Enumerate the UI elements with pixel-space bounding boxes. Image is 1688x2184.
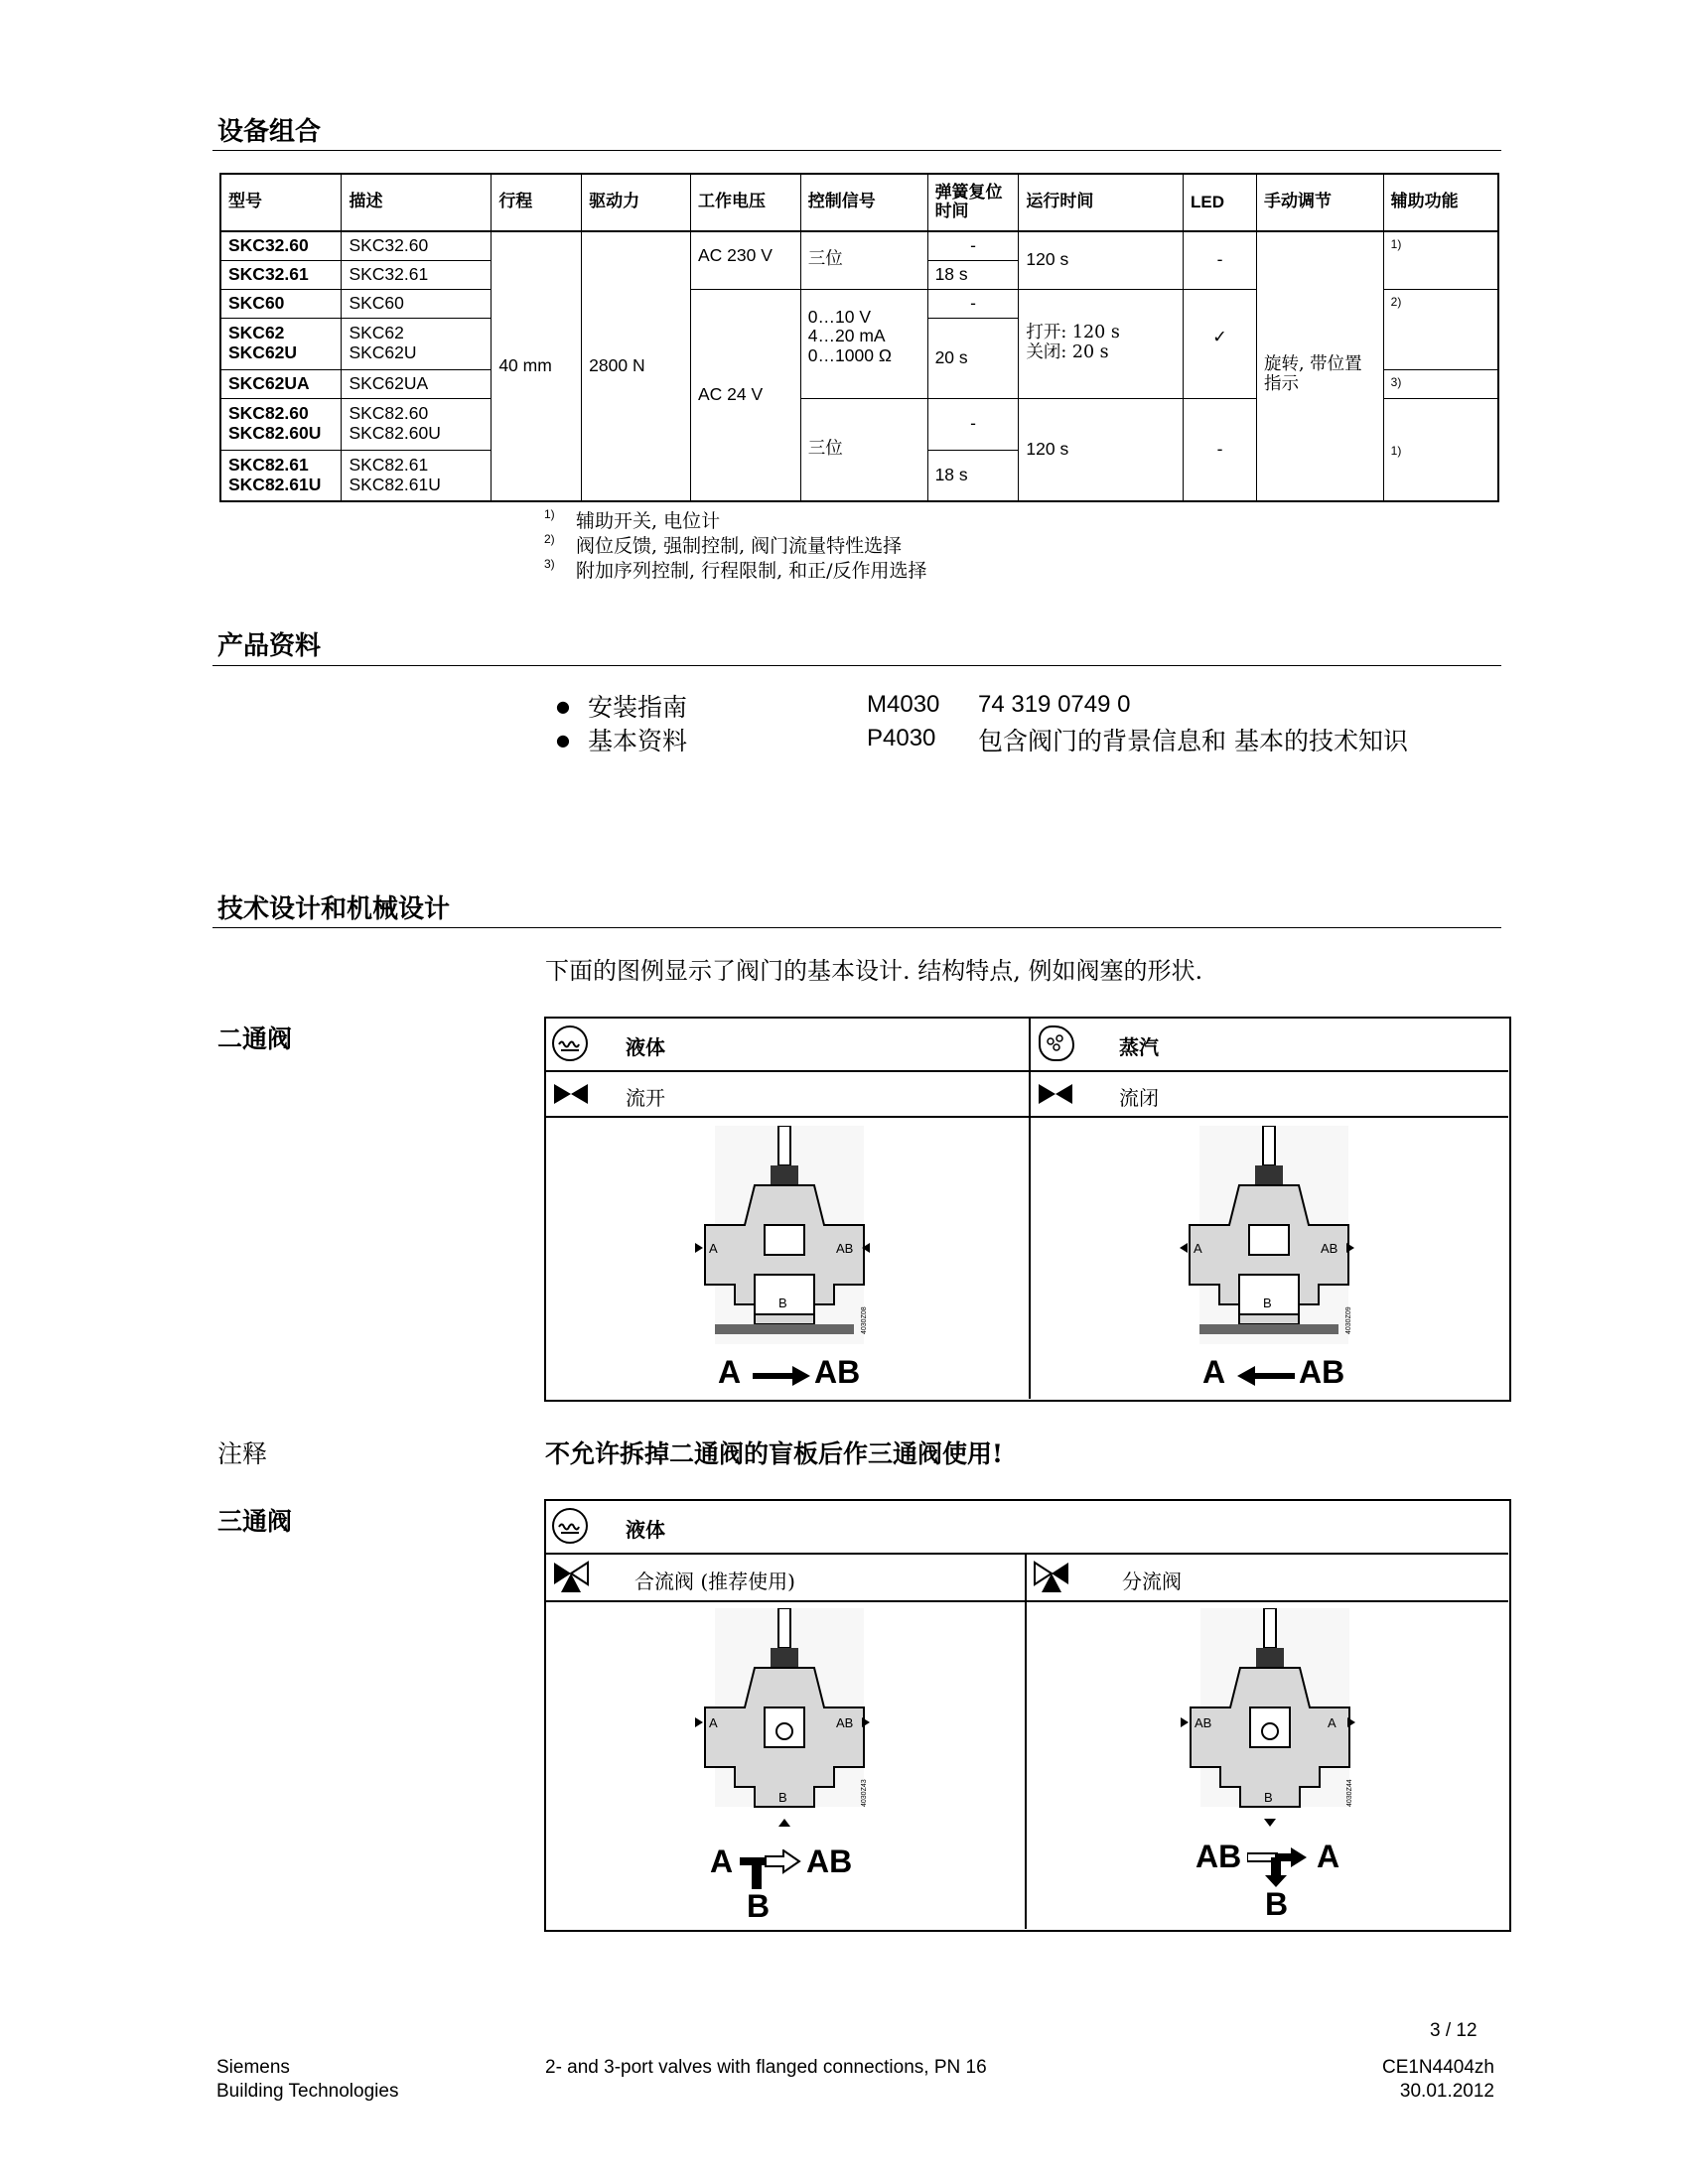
flow-cell bbox=[1027, 1555, 1508, 1602]
flow-text: B bbox=[747, 1888, 771, 1924]
aux-cell: 2) bbox=[1383, 289, 1498, 369]
model-cell: SKC32.61 bbox=[220, 260, 342, 289]
runtime-cell: 120 s bbox=[1019, 231, 1184, 289]
liquid-icon bbox=[552, 1025, 588, 1061]
section-rule bbox=[212, 927, 1501, 928]
col-header: 行程 bbox=[492, 174, 582, 231]
spring-cell: - bbox=[927, 289, 1019, 318]
col-header: 描述 bbox=[342, 174, 492, 231]
footnote bbox=[546, 509, 720, 534]
drawing-code: 4030Z08 bbox=[861, 1306, 868, 1334]
valve-symbol-icon bbox=[1037, 1082, 1074, 1106]
port-ab-label: AB bbox=[1195, 1715, 1212, 1730]
flow-label: 合流阀 (推荐使用) bbox=[634, 1570, 795, 1593]
section-title-design: 技术设计和机械设计 bbox=[217, 894, 451, 924]
valve-cross-section-icon bbox=[1181, 1608, 1359, 1837]
medium-cell bbox=[546, 1019, 1031, 1072]
aux-cell: 3) bbox=[1383, 369, 1498, 398]
flow-text: AB bbox=[1299, 1354, 1345, 1390]
flow-text: A bbox=[718, 1354, 742, 1390]
voltage-cell: AC 230 V bbox=[691, 231, 801, 289]
doc-list-item bbox=[556, 688, 687, 724]
doc-title: 基本资料 bbox=[587, 727, 687, 755]
desc-cell: SKC62 SKC62U bbox=[342, 318, 492, 369]
doc-title: 安装指南 bbox=[587, 693, 687, 722]
spring-cell: 18 s bbox=[927, 450, 1019, 501]
doc-code: M4030 bbox=[867, 691, 940, 718]
liquid-icon bbox=[552, 1508, 588, 1544]
medium-cell bbox=[1031, 1019, 1508, 1072]
three-way-valve-icon bbox=[552, 1561, 590, 1594]
spring-cell: - bbox=[927, 398, 1019, 450]
note-label: 注释 bbox=[217, 1439, 268, 1468]
section-title-combo: 设备组合 bbox=[217, 117, 322, 147]
port-a-label: A bbox=[1328, 1715, 1336, 1730]
section-rule bbox=[212, 665, 1501, 666]
flow-text: A bbox=[710, 1843, 734, 1879]
footer-company-line: Building Technologies bbox=[216, 2081, 399, 2102]
desc-cell: SKC62UA bbox=[342, 369, 492, 398]
signal-cell: 0…10 V 4…20 mA 0…1000 Ω bbox=[800, 289, 927, 398]
medium-cell bbox=[546, 1501, 1508, 1555]
doc-list-item bbox=[556, 722, 687, 757]
section-title-docs: 产品资料 bbox=[217, 631, 322, 661]
doc-desc: 包含阀门的背景信息和 基本的技术知识 bbox=[978, 727, 1408, 755]
signal-cell: 三位 bbox=[800, 231, 927, 289]
col-header: LED bbox=[1184, 174, 1257, 231]
arrow-right-icon bbox=[753, 1366, 810, 1386]
desc-cell: SKC82.60 SKC82.60U bbox=[342, 398, 492, 450]
aux-cell: 1) bbox=[1383, 398, 1498, 501]
led-cell: ✓ bbox=[1184, 289, 1257, 398]
desc-cell: SKC60 bbox=[342, 289, 492, 318]
two-port-label: 二通阀 bbox=[217, 1024, 293, 1053]
medium-label: 蒸汽 bbox=[1119, 1035, 1159, 1059]
footer-date: 30.01.2012 bbox=[1399, 2081, 1494, 2102]
note-text: 不允许拆掉二通阀的盲板后作三通阀使用! bbox=[545, 1439, 1003, 1468]
col-header: 弹簧复位时间 bbox=[927, 174, 1019, 231]
runtime-cell: 120 s bbox=[1019, 398, 1184, 501]
footnote bbox=[546, 534, 902, 559]
drawing-code: 4030Z44 bbox=[1346, 1779, 1353, 1807]
flow-text: A bbox=[1202, 1354, 1226, 1390]
doc-desc: 74 319 0749 0 bbox=[978, 691, 1131, 718]
flow-cell bbox=[1031, 1072, 1508, 1118]
col-header: 运行时间 bbox=[1019, 174, 1184, 231]
flow-text: A bbox=[1317, 1839, 1340, 1874]
merge-arrow-icon bbox=[740, 1849, 801, 1889]
flow-cell bbox=[546, 1555, 1027, 1602]
flow-cell bbox=[546, 1072, 1031, 1118]
col-header: 控制信号 bbox=[800, 174, 927, 231]
footnote bbox=[546, 559, 927, 584]
table-row bbox=[220, 231, 1498, 260]
port-a-label: A bbox=[709, 1715, 718, 1730]
medium-label: 液体 bbox=[626, 1035, 665, 1059]
flow-label: 分流阀 bbox=[1122, 1570, 1182, 1593]
desc-cell: SKC32.61 bbox=[342, 260, 492, 289]
valve-drawing-cell bbox=[1031, 1118, 1508, 1399]
three-port-label: 三通阀 bbox=[217, 1507, 293, 1536]
desc-cell: SKC32.60 bbox=[342, 231, 492, 260]
force-cell: 2800 N bbox=[582, 231, 691, 501]
valve-cross-section-icon bbox=[1180, 1126, 1358, 1354]
doc-code: P4030 bbox=[867, 725, 936, 751]
port-ab-label: AB bbox=[836, 1715, 854, 1730]
footer-doc-id: CE1N4404zh bbox=[1381, 2057, 1494, 2078]
port-b-label: B bbox=[778, 1790, 787, 1805]
three-way-valve-icon bbox=[1033, 1561, 1070, 1594]
flow-label: 流开 bbox=[626, 1086, 665, 1110]
footer-company bbox=[216, 2056, 398, 2104]
led-cell: - bbox=[1184, 398, 1257, 501]
port-b-label: B bbox=[1263, 1296, 1272, 1310]
divide-arrow-icon bbox=[1247, 1847, 1309, 1887]
drawing-code: 4030Z43 bbox=[861, 1779, 868, 1807]
footnote-number: 2) bbox=[544, 532, 555, 546]
flow-text: AB bbox=[806, 1843, 853, 1879]
two-port-diagram bbox=[544, 1017, 1511, 1402]
valve-cross-section-icon bbox=[695, 1126, 874, 1354]
valve-drawing-cell bbox=[546, 1118, 1031, 1399]
stroke-cell: 40 mm bbox=[492, 231, 582, 501]
footer-doc-title: 2- and 3-port valves with flanged connections, PN 16 bbox=[545, 2057, 987, 2078]
footer-company-line: Siemens bbox=[216, 2057, 290, 2078]
footnote-text: 阀位反馈, 强制控制, 阀门流量特性选择 bbox=[576, 535, 903, 557]
model-cell: SKC60 bbox=[220, 289, 342, 318]
design-intro: 下面的图例显示了阀门的基本设计. 结构特点, 例如阀塞的形状. bbox=[545, 957, 1203, 985]
spring-cell: - bbox=[927, 231, 1019, 260]
valve-drawing-cell bbox=[1027, 1602, 1508, 1929]
bullet-icon: ● bbox=[556, 696, 570, 716]
footnote-text: 辅助开关, 电位计 bbox=[576, 510, 721, 532]
flow-text: B bbox=[1265, 1886, 1289, 1922]
valve-drawing-cell bbox=[546, 1602, 1027, 1929]
three-port-diagram bbox=[544, 1499, 1511, 1932]
col-header: 辅助功能 bbox=[1383, 174, 1498, 231]
flow-text: AB bbox=[1196, 1839, 1242, 1874]
port-b-label: B bbox=[1264, 1790, 1273, 1805]
model-cell: SKC32.60 bbox=[220, 231, 342, 260]
port-a-label: A bbox=[709, 1241, 718, 1256]
col-header: 驱动力 bbox=[582, 174, 691, 231]
port-b-label: B bbox=[778, 1296, 787, 1310]
flow-text: AB bbox=[814, 1354, 861, 1390]
model-cell: SKC62UA bbox=[220, 369, 342, 398]
voltage-cell: AC 24 V bbox=[691, 289, 801, 501]
page-number: 3 / 12 bbox=[1430, 2020, 1477, 2041]
spring-cell: 20 s bbox=[927, 318, 1019, 398]
model-cell: SKC82.60 SKC82.60U bbox=[220, 398, 342, 450]
model-cell: SKC82.61 SKC82.61U bbox=[220, 450, 342, 501]
medium-label: 液体 bbox=[626, 1518, 665, 1542]
port-a-label: A bbox=[1194, 1241, 1202, 1256]
arrow-left-icon bbox=[1237, 1366, 1295, 1386]
valve-cross-section-icon bbox=[695, 1608, 874, 1837]
col-header: 手动调节 bbox=[1256, 174, 1383, 231]
aux-cell: 1) bbox=[1383, 231, 1498, 289]
desc-cell: SKC82.61 SKC82.61U bbox=[342, 450, 492, 501]
led-cell: - bbox=[1184, 231, 1257, 289]
equipment-table bbox=[219, 173, 1499, 502]
steam-icon bbox=[1039, 1025, 1074, 1061]
model-cell: SKC62 SKC62U bbox=[220, 318, 342, 369]
col-header: 工作电压 bbox=[691, 174, 801, 231]
footer-doc-info bbox=[1382, 2056, 1494, 2104]
spring-cell: 18 s bbox=[927, 260, 1019, 289]
drawing-code: 4030Z09 bbox=[1345, 1306, 1352, 1334]
footnote-number: 3) bbox=[544, 557, 555, 571]
table-header-row bbox=[220, 174, 1498, 231]
valve-symbol-icon bbox=[552, 1082, 590, 1106]
port-ab-label: AB bbox=[1321, 1241, 1338, 1256]
manual-cell: 旋转, 带位置指示 bbox=[1256, 231, 1383, 501]
port-ab-label: AB bbox=[836, 1241, 854, 1256]
footnote-text: 附加序列控制, 行程限制, 和正/反作用选择 bbox=[576, 560, 927, 582]
footnote-number: 1) bbox=[544, 507, 555, 521]
flow-label: 流闭 bbox=[1119, 1086, 1159, 1110]
signal-cell: 三位 bbox=[800, 398, 927, 501]
bullet-icon: ● bbox=[556, 730, 570, 750]
runtime-cell: 打开: 120 s 关闭: 20 s bbox=[1019, 289, 1184, 398]
section-rule bbox=[212, 150, 1501, 151]
col-header: 型号 bbox=[220, 174, 342, 231]
